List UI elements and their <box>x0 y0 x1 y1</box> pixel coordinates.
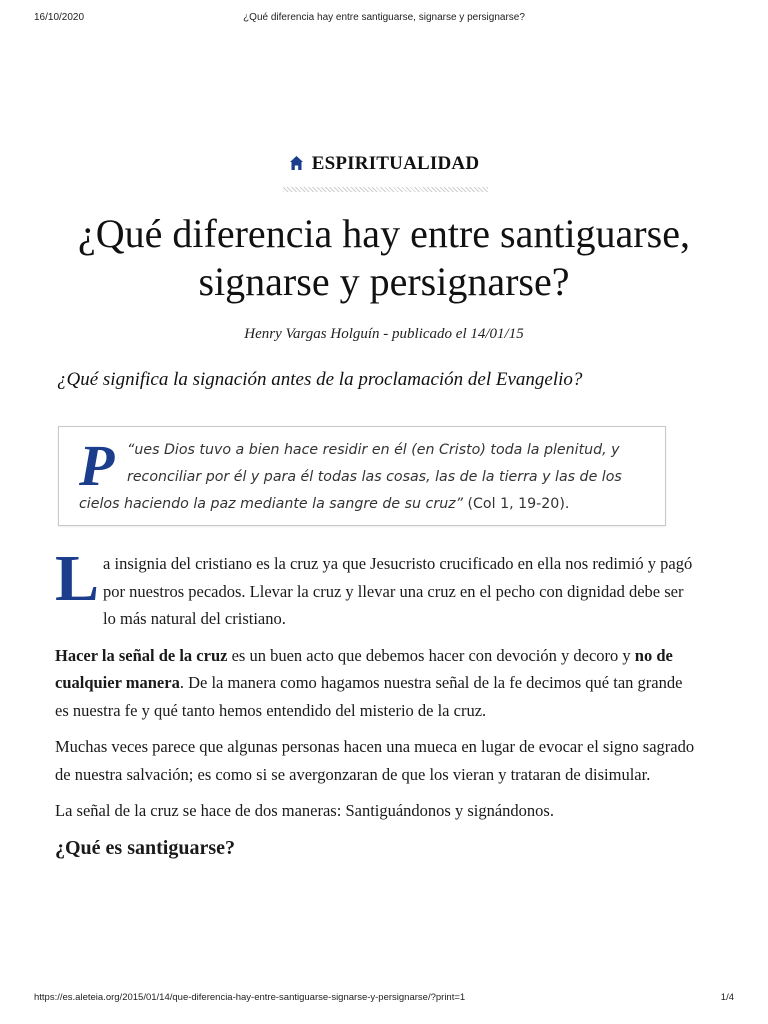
category-divider <box>283 187 488 192</box>
article-subtitle: ¿Qué significa la signación antes de la proclamación del Evangelio? <box>57 369 583 390</box>
category-link[interactable] <box>0 153 768 177</box>
paragraph-1 <box>55 542 695 633</box>
page-number: 1/4 <box>720 992 734 1003</box>
paragraph-2-text-2: . De la manera como hagamos nuestra señal de la fe decimos qué tan grande es nuestra fe y qué tanto hemos entendido del misterio de la cruz. <box>55 673 683 720</box>
paragraph-2-text-1: es un buen acto que debemos hacer con devoción y decoro y <box>227 645 635 665</box>
quote-text-block <box>79 433 653 518</box>
article-headline: ¿Qué diferencia hay entre santiguarse, signarse y persignarse? <box>78 211 690 304</box>
scripture-quote <box>58 426 666 526</box>
paragraph-dropcap: L <box>55 542 100 615</box>
emphasis-1: Hacer la señal de la cruz <box>55 645 228 665</box>
quote-dropcap: P <box>79 433 115 498</box>
category-label: ESPIRITUALIDAD <box>311 153 480 174</box>
paragraph-4: La señal de la cruz se hace de dos maneras: Santiguándonos y signándonos. <box>55 801 554 820</box>
quote-text: “ues Dios tuvo a bien hace residir en él (en Cristo) toda la plenitud, y reconciliar por él y para él todas las cosas, las de la tierra y las de los cielos haciendo la paz mediante la sangre de su cruz” <box>79 442 622 512</box>
print-date: 16/10/2020 <box>34 12 85 23</box>
print-page-title: ¿Qué diferencia hay entre santiguarse, signarse y persignarse? <box>243 12 525 23</box>
article-body <box>55 542 695 862</box>
paragraph-3: Muchas veces parece que algunas personas hacen una mueca en lugar de evocar el signo sagrado de nuestra salvación; es como si se avergonzaran de que los vieran y trataran de disimular. <box>55 737 695 784</box>
paragraph-1-text: a insignia del cristiano es la cruz ya que Jesucristo crucificado en ella nos redimió y pagó por nuestros pecados. Llevar la cruz y llevar una cruz en el pecho con dignidad debe ser lo más natural del cristiano. <box>103 554 693 628</box>
home-icon <box>289 155 304 177</box>
article-byline: Henry Vargas Holguín - publicado el 14/01/15 <box>244 326 524 342</box>
quote-reference: (Col 1, 19-20). <box>462 496 570 512</box>
print-url: https://es.aleteia.org/2015/01/14/que-diferencia-hay-entre-santiguarse-signarse-y-persignarse/?print=1 <box>34 992 466 1003</box>
emphasis-2: no de cualquier manera <box>55 645 673 692</box>
print-footer <box>0 992 768 1006</box>
section-heading: ¿Qué es santiguarse? <box>55 836 235 859</box>
print-header <box>0 12 768 28</box>
paragraph-2 <box>55 642 695 725</box>
